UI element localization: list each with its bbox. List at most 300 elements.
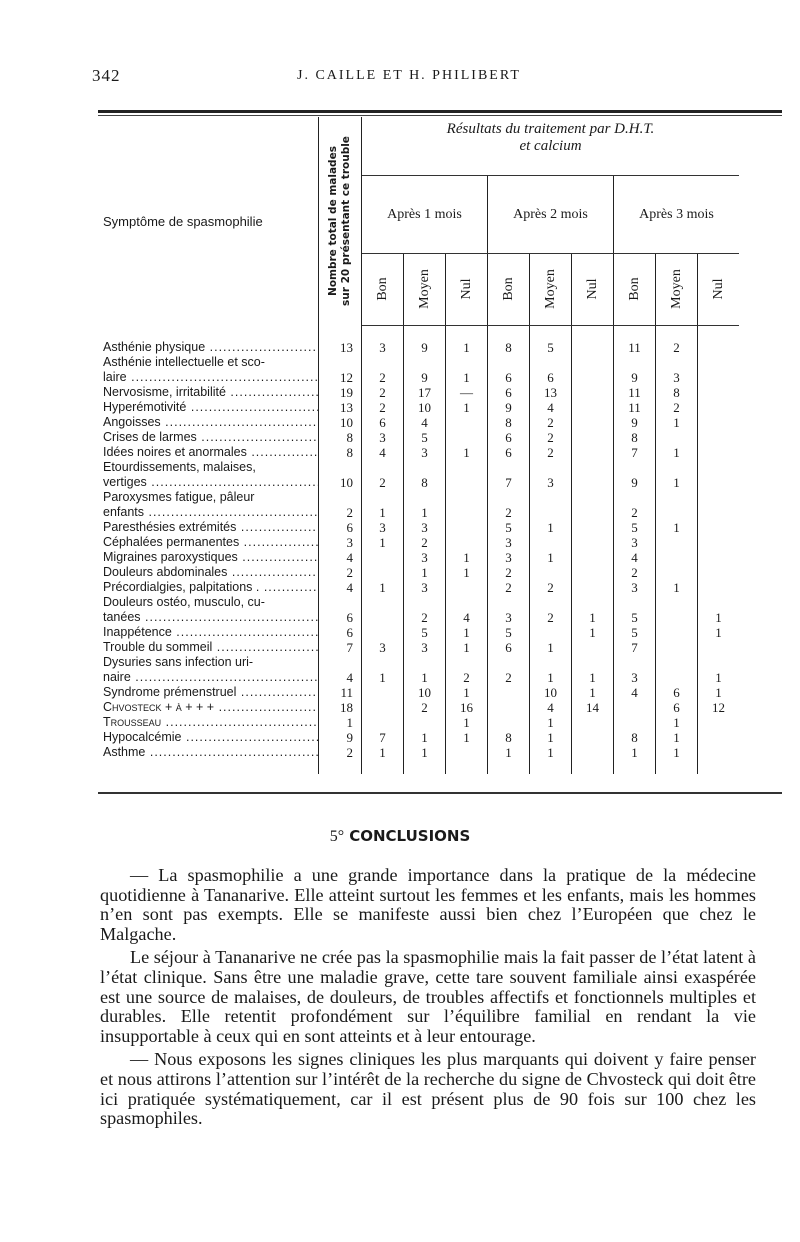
result-cell: 3: [404, 640, 446, 655]
table-row: [100, 625, 739, 640]
result-cell: 5: [404, 625, 446, 640]
total-cell: 18: [319, 700, 362, 715]
result-cell: [572, 490, 614, 520]
result-cell: [698, 730, 740, 745]
subcol-label: Nul: [710, 278, 726, 300]
result-cell: 6: [488, 355, 530, 385]
subcol-header-moyen: [530, 253, 572, 325]
total-cell: 12: [319, 355, 362, 385]
section-number: 5°: [329, 828, 345, 845]
result-cell: 3: [488, 550, 530, 565]
result-cell: 1: [446, 685, 488, 700]
result-cell: 1: [698, 685, 740, 700]
table-row: [100, 565, 739, 580]
table-row: [100, 595, 739, 625]
subcol-label: Moyen: [542, 269, 558, 310]
result-cell: 1: [404, 490, 446, 520]
table-row: [100, 655, 739, 685]
table-row: [100, 685, 739, 700]
result-cell: 2: [614, 565, 656, 580]
total-cell: 10: [319, 460, 362, 490]
result-cell: 4: [446, 595, 488, 625]
result-cell: 3: [379, 339, 386, 355]
result-cell: 1: [530, 550, 572, 565]
total-cell: 13: [319, 340, 362, 355]
symptom-label-line: Précordialgies, palpitations . .....: [103, 580, 318, 595]
result-cell: [446, 745, 488, 760]
symptom-label: [100, 625, 319, 640]
symptom-label-line: Paresthésies extrémités .....: [103, 520, 318, 535]
result-cell: 12: [698, 700, 740, 715]
symptom-label: [100, 550, 319, 565]
result-cell: [362, 550, 404, 565]
result-cell: 1: [530, 520, 572, 535]
result-cell: [698, 535, 740, 550]
result-cell: 5: [488, 625, 530, 640]
result-cell: [446, 490, 488, 520]
result-cell: 8: [656, 385, 698, 400]
result-cell: [446, 430, 488, 445]
result-cell: 1: [446, 355, 488, 385]
result-cell: 1: [572, 595, 614, 625]
result-cell: 6: [530, 355, 572, 385]
result-cell: 1: [656, 715, 698, 730]
period-2-months: Après 2 mois: [488, 176, 614, 254]
result-cell: [572, 640, 614, 655]
result-cell: 1: [446, 400, 488, 415]
result-cell: 1: [656, 520, 698, 535]
symptom-label: [100, 580, 319, 595]
result-cell: [698, 580, 740, 595]
result-cell: [656, 565, 698, 580]
result-cell: 1: [379, 744, 386, 760]
section-heading: [0, 826, 800, 846]
subcol-label: Nul: [458, 278, 474, 300]
result-cell: 7: [614, 445, 656, 460]
total-cell: 3: [319, 535, 362, 550]
symptom-label-line: Idées noires et anormales .....: [103, 445, 318, 460]
result-cell: 2: [488, 565, 530, 580]
symptom-label-line: Hyperémotivité .....: [103, 400, 318, 415]
result-cell: [572, 400, 614, 415]
result-cell: [656, 625, 698, 640]
total-cell: 2: [319, 745, 362, 760]
result-cell: 6: [488, 430, 530, 445]
results-title: [362, 117, 740, 176]
result-cell: [698, 400, 740, 415]
result-cell: [656, 535, 698, 550]
subcol-header-nul: [572, 253, 614, 325]
result-cell: 3: [404, 445, 446, 460]
result-cell: 11: [614, 340, 656, 355]
table-row: [100, 535, 739, 550]
result-cell: [446, 415, 488, 430]
result-cell: 11: [614, 400, 656, 415]
result-cell: [530, 535, 572, 550]
result-cell: 13: [530, 385, 572, 400]
result-cell: [698, 355, 740, 385]
result-cell: [362, 700, 404, 715]
result-cell: [362, 685, 404, 700]
result-cell: [404, 715, 446, 730]
table-top-rule-thin: [98, 115, 782, 116]
result-cell: 9: [404, 355, 446, 385]
result-cell: [698, 430, 740, 445]
table-row: [100, 700, 739, 715]
symptom-label: [100, 595, 319, 625]
total-cell: 6: [319, 595, 362, 625]
result-cell: 1: [404, 655, 446, 685]
subcol-header-moyen: [656, 253, 698, 325]
result-cell: [488, 715, 530, 730]
result-cell: 5: [530, 340, 572, 355]
result-cell: 3: [488, 595, 530, 625]
result-cell: 8: [488, 415, 530, 430]
result-cell: [572, 430, 614, 445]
result-cell: 1: [446, 715, 488, 730]
total-cell: 4: [319, 655, 362, 685]
result-cell: [656, 640, 698, 655]
result-cell: [614, 715, 656, 730]
result-cell: [698, 340, 740, 355]
result-cell: 6: [488, 385, 530, 400]
result-cell: 1: [379, 669, 386, 685]
result-cell: 1: [572, 685, 614, 700]
result-cell: 1: [530, 730, 572, 745]
symptom-label: [100, 490, 319, 520]
table-row: [100, 715, 739, 730]
result-cell: 7: [614, 640, 656, 655]
symptom-label-line: Trousseau .....: [103, 715, 318, 730]
symptom-label-line: laire .....: [103, 370, 318, 385]
result-cell: 2: [530, 415, 572, 430]
table-row: [100, 640, 739, 655]
result-cell: 5: [488, 520, 530, 535]
result-cell: [698, 640, 740, 655]
result-cell: 2: [404, 595, 446, 625]
symptom-label: [100, 655, 319, 685]
result-cell: 14: [572, 700, 614, 715]
result-cell: [446, 520, 488, 535]
result-cell: [572, 580, 614, 595]
result-cell: 7: [379, 729, 386, 745]
result-cell: 10: [404, 685, 446, 700]
subcol-label: Bon: [374, 277, 390, 301]
table-row: [100, 400, 739, 415]
symptom-label-line: Migraines paroxystiques .....: [103, 550, 318, 565]
result-cell: [698, 520, 740, 535]
result-cell: 4: [404, 415, 446, 430]
result-cell: 9: [614, 355, 656, 385]
table-row: [100, 385, 739, 400]
result-cell: 4: [614, 685, 656, 700]
result-cell: 1: [656, 460, 698, 490]
page-number: 342: [92, 66, 121, 85]
result-cell: 2: [379, 369, 386, 385]
result-cell: [656, 430, 698, 445]
result-cell: 6: [656, 700, 698, 715]
total-cell: 8: [319, 445, 362, 460]
result-cell: 1: [488, 745, 530, 760]
body-text: [100, 866, 756, 1133]
result-cell: [572, 535, 614, 550]
subcol-label: Nul: [584, 278, 600, 300]
symptom-label-line: Douleurs ostéo, musculo, cu-: [103, 594, 265, 609]
result-cell: 2: [530, 580, 572, 595]
symptom-label: [100, 340, 319, 355]
result-cell: [698, 565, 740, 580]
result-cell: 9: [614, 460, 656, 490]
result-cell: 9: [614, 415, 656, 430]
result-cell: 1: [614, 745, 656, 760]
symptom-label-line: enfants .....: [103, 505, 318, 520]
symptom-label-line: vertiges .....: [103, 475, 318, 490]
result-cell: [698, 445, 740, 460]
symptom-label-line: Paroxysmes fatigue, pâleur: [103, 489, 255, 504]
table-row: [100, 730, 739, 745]
table-row: [100, 415, 739, 430]
result-cell: 2: [379, 474, 386, 490]
result-cell: 3: [656, 355, 698, 385]
symptom-label: [100, 565, 319, 580]
total-cell: 4: [319, 580, 362, 595]
symptom-label: [100, 445, 319, 460]
subcol-header-bon: [614, 253, 656, 325]
result-cell: 1: [698, 655, 740, 685]
symptom-label: [100, 415, 319, 430]
symptom-label: [100, 400, 319, 415]
result-cell: 4: [530, 400, 572, 415]
result-cell: 6: [488, 640, 530, 655]
result-cell: 1: [379, 534, 386, 550]
result-cell: 3: [530, 460, 572, 490]
subcol-header-moyen: [404, 253, 446, 325]
result-cell: [572, 415, 614, 430]
result-cell: 1: [404, 730, 446, 745]
result-cell: 1: [446, 640, 488, 655]
total-cell: 2: [319, 490, 362, 520]
result-cell: 7: [488, 460, 530, 490]
result-cell: 9: [404, 340, 446, 355]
result-cell: 5: [614, 625, 656, 640]
result-cell: 1: [404, 745, 446, 760]
result-cell: [362, 565, 404, 580]
result-cell: 8: [488, 340, 530, 355]
subcol-header-nul: [698, 253, 740, 325]
subcol-header-bon: [362, 253, 404, 325]
result-cell: [572, 340, 614, 355]
result-cell: 3: [614, 535, 656, 550]
result-cell: [572, 355, 614, 385]
paragraph: — Nous exposons les signes cliniques les plus marquants qui doivent y faire penser et nous attirons l’attention sur l’intérêt de la recherche du signe de Chvosteck qui doit être ici pratiquée systématiquement, car il est présent plus de 90 fois sur 100 chez les spasmophiles.: [100, 1049, 756, 1129]
result-cell: 8: [404, 460, 446, 490]
subcol-label: Moyen: [416, 269, 432, 310]
symptom-label: [100, 385, 319, 400]
result-cell: [488, 700, 530, 715]
result-cell: 5: [614, 520, 656, 535]
paragraph: Le séjour à Tananarive ne crée pas la spasmophilie mais la fait passer de l’état latent à l’état clinique. Sans être une maladie grave, cette tare souvent familiale ainsi exaspérée est une source de malaises, de douleurs, de troubles affectifs et fonctionnels multiples et durables. Elle retentit profondément sur l’équilibre familial en rendant la vie insupportable à ceux qui en sont atteints et à leur entourage.: [100, 947, 756, 1046]
result-cell: 1: [698, 625, 740, 640]
result-cell: 1: [530, 655, 572, 685]
result-cell: 1: [404, 565, 446, 580]
result-cell: 3: [404, 580, 446, 595]
total-cell: 9: [319, 730, 362, 745]
result-cell: 8: [614, 430, 656, 445]
result-cell: 3: [404, 520, 446, 535]
symptom-label-line: naire .....: [103, 670, 318, 685]
result-cell: 10: [530, 685, 572, 700]
symptom-label: [100, 430, 319, 445]
result-cell: [530, 565, 572, 580]
result-cell: 1: [446, 565, 488, 580]
result-cell: 2: [614, 490, 656, 520]
result-cell: 3: [614, 580, 656, 595]
result-cell: 1: [656, 730, 698, 745]
result-cell: 16: [446, 700, 488, 715]
result-cell: 1: [572, 655, 614, 685]
result-cell: 2: [530, 445, 572, 460]
symptom-label: [100, 700, 319, 715]
symptom-label-line: Inappétence .....: [103, 625, 318, 640]
table-row: [100, 490, 739, 520]
result-cell: [614, 700, 656, 715]
result-cell: 2: [656, 340, 698, 355]
result-cell: 2: [488, 580, 530, 595]
result-cell: [572, 730, 614, 745]
result-cell: [362, 715, 404, 730]
result-cell: 1: [446, 550, 488, 565]
table-row: [100, 445, 739, 460]
subcol-label: Bon: [626, 277, 642, 301]
result-cell: 3: [379, 639, 386, 655]
result-cell: 6: [656, 685, 698, 700]
result-cell: 4: [530, 700, 572, 715]
symptom-label: [100, 355, 319, 385]
symptom-label-line: Crises de larmes .....: [103, 430, 318, 445]
table-row: [100, 460, 739, 490]
result-cell: 2: [379, 384, 386, 400]
result-cell: 9: [488, 400, 530, 415]
result-cell: 6: [488, 445, 530, 460]
total-cell: 6: [319, 520, 362, 535]
result-cell: 5: [404, 430, 446, 445]
subcol-label: Bon: [500, 277, 516, 301]
result-cell: 5: [614, 595, 656, 625]
symptom-label-line: Asthénie physique .....: [103, 340, 318, 355]
result-cell: 1: [379, 504, 386, 520]
result-cell: [530, 625, 572, 640]
result-cell: [446, 580, 488, 595]
symptom-label-line: Etourdissements, malaises,: [103, 459, 256, 474]
result-cell: 1: [446, 445, 488, 460]
result-cell: —: [446, 385, 488, 400]
total-cell: 1: [319, 715, 362, 730]
total-cell: 8: [319, 430, 362, 445]
result-cell: 1: [656, 415, 698, 430]
symptom-label: [100, 460, 319, 490]
result-cell: 2: [488, 655, 530, 685]
result-cell: [572, 460, 614, 490]
result-cell: 1: [530, 640, 572, 655]
result-cell: 10: [404, 400, 446, 415]
result-cell: 4: [379, 444, 386, 460]
results-title-line2: et calcium: [519, 138, 582, 154]
result-cell: [530, 490, 572, 520]
result-cell: [572, 520, 614, 535]
symptom-label-line: Céphalées permanentes .....: [103, 535, 318, 550]
results-table: [100, 117, 739, 774]
result-cell: 1: [530, 715, 572, 730]
result-cell: 1: [446, 340, 488, 355]
result-cell: 2: [446, 655, 488, 685]
period-1-month: Après 1 mois: [362, 176, 488, 254]
result-cell: 1: [446, 730, 488, 745]
result-cell: [698, 715, 740, 730]
result-cell: [572, 550, 614, 565]
result-cell: [488, 685, 530, 700]
result-cell: 2: [656, 400, 698, 415]
result-cell: [572, 715, 614, 730]
symptom-label-line: Asthme .....: [103, 745, 318, 760]
results-title-line1: Résultats du traitement par D.H.T.: [446, 121, 655, 137]
table-row: [100, 340, 739, 355]
total-cell: 19: [319, 385, 362, 400]
result-cell: [656, 595, 698, 625]
result-cell: 2: [488, 490, 530, 520]
result-cell: 3: [379, 429, 386, 445]
result-cell: 8: [488, 730, 530, 745]
symptom-label-line: Syndrome prémenstruel .....: [103, 685, 318, 700]
result-cell: [572, 565, 614, 580]
result-cell: 3: [379, 519, 386, 535]
total-cell: 13: [319, 400, 362, 415]
total-cell: 6: [319, 625, 362, 640]
symptom-label-line: Asthénie intellectuelle et sco-: [103, 354, 265, 369]
symptom-label-line: Hypocalcémie .....: [103, 730, 318, 745]
result-cell: [572, 385, 614, 400]
symptom-label-line: Angoisses .....: [103, 415, 318, 430]
result-cell: [698, 415, 740, 430]
total-cell: 10: [319, 415, 362, 430]
result-cell: 1: [656, 745, 698, 760]
result-cell: [656, 655, 698, 685]
total-cell: 2: [319, 565, 362, 580]
result-cell: [698, 385, 740, 400]
section-title: CONCLUSIONS: [349, 827, 471, 845]
total-header-line2: sur 20 présentant ce trouble: [340, 136, 352, 306]
total-header: [319, 117, 362, 325]
result-cell: 4: [614, 550, 656, 565]
symptom-label-line: Trouble du sommeil .....: [103, 640, 318, 655]
symptom-label-line: Nervosisme, irritabilité .....: [103, 385, 318, 400]
result-cell: 3: [404, 550, 446, 565]
table-row: [100, 550, 739, 565]
result-cell: 1: [530, 745, 572, 760]
result-cell: [446, 460, 488, 490]
symptom-label-line: Chvosteck + à + + + .....: [103, 700, 318, 715]
subcol-header-nul: [446, 253, 488, 325]
table-row: [100, 580, 739, 595]
table-row: [100, 355, 739, 385]
result-cell: 1: [656, 445, 698, 460]
result-cell: 3: [488, 535, 530, 550]
authors: J. CAILLE ET H. PHILIBERT: [297, 68, 521, 83]
result-cell: [698, 550, 740, 565]
symptom-label-line: tanées .....: [103, 610, 318, 625]
result-cell: 8: [614, 730, 656, 745]
result-cell: 1: [446, 625, 488, 640]
symptom-label-line: Dysuries sans infection uri-: [103, 654, 254, 669]
